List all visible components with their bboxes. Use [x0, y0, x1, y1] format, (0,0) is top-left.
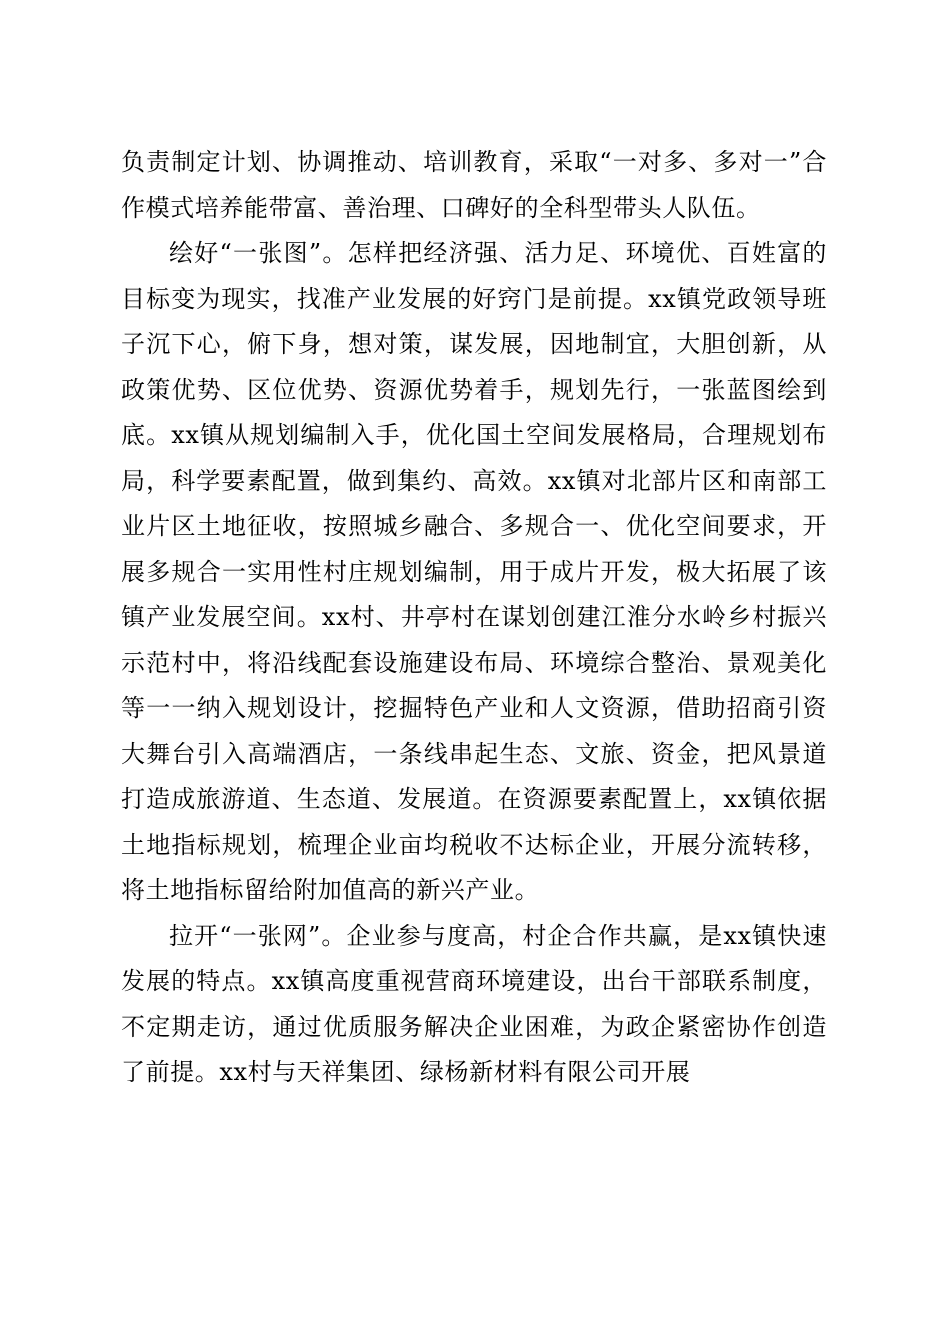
- paragraph-open-one-net: 拉开“一张网”。企业参与度高，村企合作共赢，是xx镇快速发展的特点。xx镇高度重视营商环境建设，出台干部联系制度，不定期走访，通过优质服务解决企业困难，为政企紧密协作创造了前提。xx村与天祥集团、绿杨新材料有限公司开展: [121, 921, 827, 1086]
- body-text: [121, 140, 827, 1096]
- paragraph-continuation: 负责制定计划、协调推动、培训教育，采取“一对多、多对一”合作模式培养能带富、善治理、口碑好的全科型带头人队伍。: [121, 148, 827, 222]
- paragraph-draw-one-map: 绘好“一张图”。怎样把经济强、活力足、环境优、百姓富的目标变为现实，找准产业发展的好窍门是前提。xx镇党政领导班子沉下心，俯下身，想对策，谋发展，因地制宜，大胆创新，从政策优势、区位优势、资源优势着手，规划先行，一张蓝图绘到底。xx镇从规划编制入手，优化国土空间发展格局，合理规划布局，科学要素配置，做到集约、高效。xx镇对北部片区和南部工业片区土地征收，按照城乡融合、多规合一、优化空间要求，开展多规合一实用性村庄规划编制，用于成片开发，极大拓展了该镇产业发展空间。xx村、井亭村在谋划创建江淮分水岭乡村振兴示范村中，将沿线配套设施建设布局、环境综合整治、景观美化等一一纳入规划设计，挖掘特色产业和人文资源，借助招商引资大舞台引入高端酒店，一条线串起生态、文旅、资金，把风景道打造成旅游道、生态道、发展道。在资源要素配置上，xx镇依据土地指标规划，梳理企业亩均税收不达标企业，开展分流转移，将土地指标留给附加值高的新兴产业。: [121, 239, 827, 904]
